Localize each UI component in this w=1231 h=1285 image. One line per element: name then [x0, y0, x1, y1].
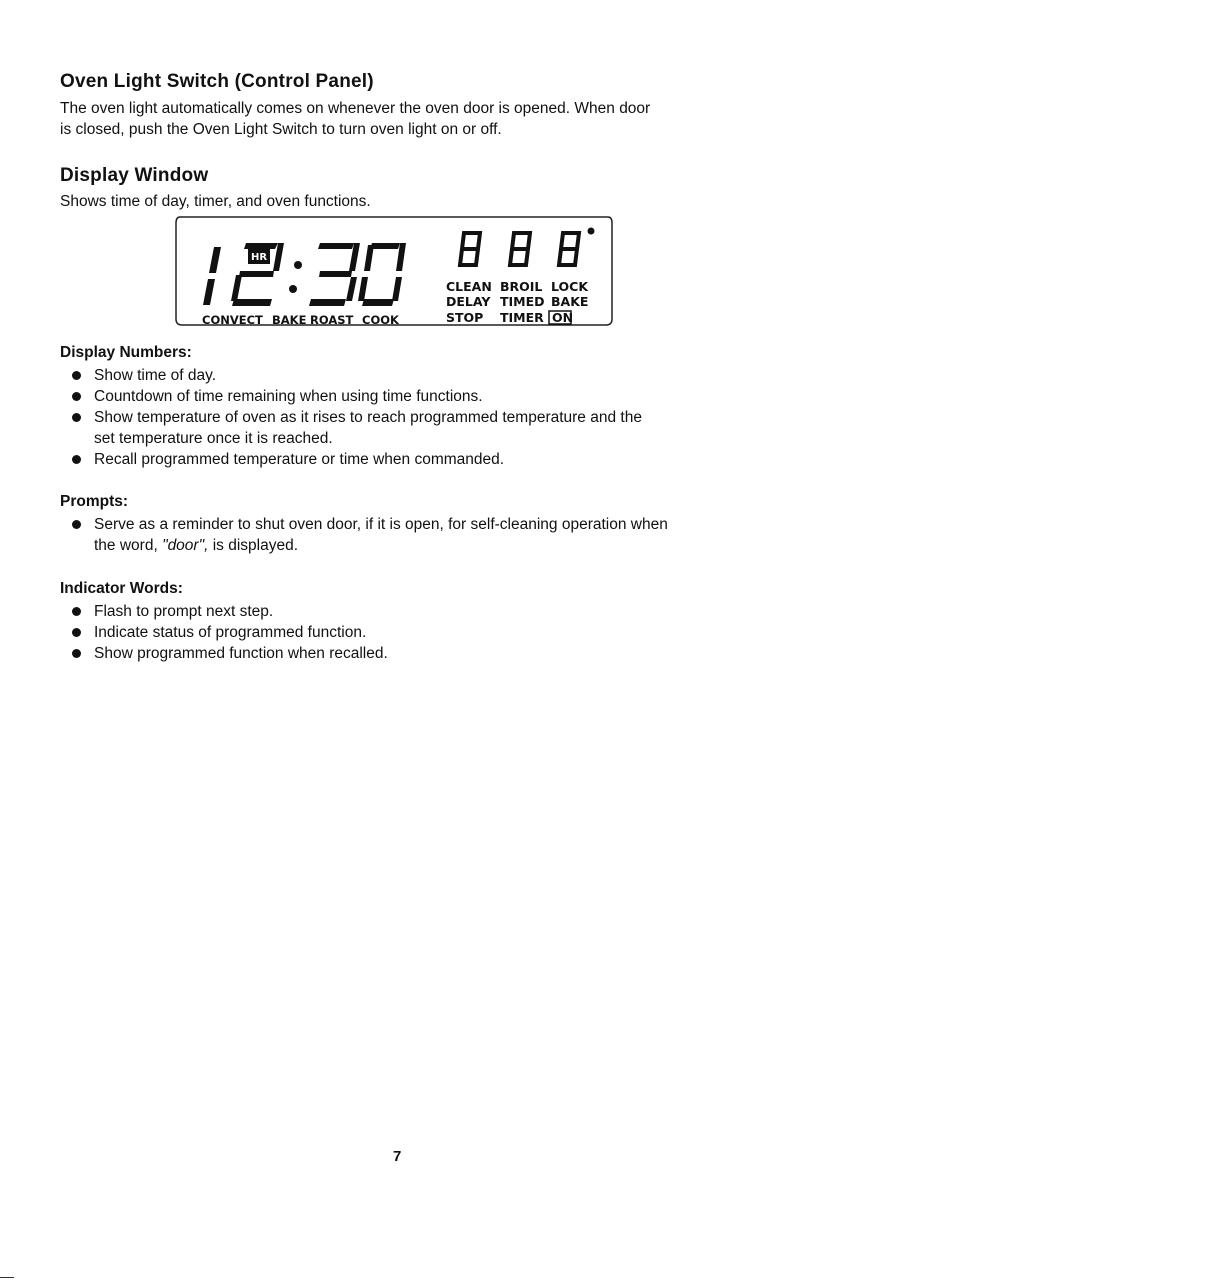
- display-window-body: Shows time of day, timer, and oven functions.: [60, 193, 371, 210]
- indicator-delay: DELAY: [446, 294, 491, 309]
- label-convect: CONVECT: [202, 313, 263, 327]
- bullet-icon: [72, 392, 81, 401]
- indicator-stop: STOP: [446, 310, 484, 325]
- indicator-on: ON: [552, 310, 574, 325]
- indicator-words-list: [60, 601, 388, 664]
- page-number: 7: [393, 1148, 402, 1165]
- list-item: Countdown of time remaining when using time functions.: [60, 386, 642, 407]
- indicator-bake-word: BAKE: [551, 294, 589, 309]
- clock-colon: [289, 261, 302, 293]
- indicator-broil: BROIL: [500, 279, 543, 294]
- clock-digit-4: [358, 243, 406, 306]
- temp-digit-3: [559, 233, 579, 265]
- bullet-icon: [72, 628, 81, 637]
- oven-light-body-line1: The oven light automatically comes on whenever the oven door is opened. When door: [60, 100, 651, 117]
- indicator-lock: LOCK: [551, 279, 589, 294]
- display-numbers-list: [60, 365, 642, 470]
- label-cook: COOK: [362, 313, 399, 327]
- clock-digit-3: [309, 243, 360, 306]
- bullet-icon: [72, 455, 81, 464]
- hr-indicator: [248, 248, 270, 264]
- temp-digit-1: [460, 233, 480, 265]
- bullet-icon: [72, 520, 81, 529]
- bullet-icon: [72, 371, 81, 380]
- list-item: Show time of day.: [60, 365, 642, 386]
- clock-digit-1: [203, 247, 221, 305]
- bullet-icon: [72, 649, 81, 658]
- indicator-words-title: Indicator Words:: [60, 580, 183, 597]
- degree-dot: [588, 228, 595, 235]
- indicator-timed: TIMED: [500, 294, 545, 309]
- hr-label: HR: [250, 252, 268, 263]
- list-item: Show temperature of oven as it rises to reach programmed temperature and the: [60, 407, 642, 428]
- list-item-continuation: set temperature once it is reached.: [94, 430, 333, 447]
- display-svg: [174, 215, 614, 335]
- list-item: Serve as a reminder to shut oven door, if it is open, for self-cleaning operation when: [60, 514, 668, 535]
- door-word: "door",: [162, 537, 209, 554]
- list-item-continuation: the word, "door", is displayed.: [94, 537, 299, 554]
- label-bake: BAKE: [272, 313, 307, 327]
- temp-digit-2: [510, 233, 530, 265]
- indicator-clean: CLEAN: [446, 279, 492, 294]
- label-roast: ROAST: [310, 313, 354, 327]
- list-item: Flash to prompt next step.: [60, 601, 388, 622]
- prompts-title: Prompts:: [60, 493, 129, 510]
- prompts-list: [60, 514, 668, 556]
- bullet-icon: [72, 413, 81, 422]
- list-item: Indicate status of programmed function.: [60, 622, 388, 643]
- list-item: Show programmed function when recalled.: [60, 643, 388, 664]
- scan-mark: [0, 1277, 14, 1278]
- display-numbers-title: Display Numbers:: [60, 344, 192, 361]
- display-window-illustration: [174, 215, 614, 335]
- bullet-icon: [72, 607, 81, 616]
- list-item: Recall programmed temperature or time when commanded.: [60, 449, 642, 470]
- oven-light-heading: Oven Light Switch (Control Panel): [60, 71, 374, 92]
- indicator-timer: TIMER: [500, 310, 544, 325]
- display-window-heading: Display Window: [60, 165, 209, 186]
- oven-light-body-line2: is closed, push the Oven Light Switch to turn oven light on or off.: [60, 121, 502, 138]
